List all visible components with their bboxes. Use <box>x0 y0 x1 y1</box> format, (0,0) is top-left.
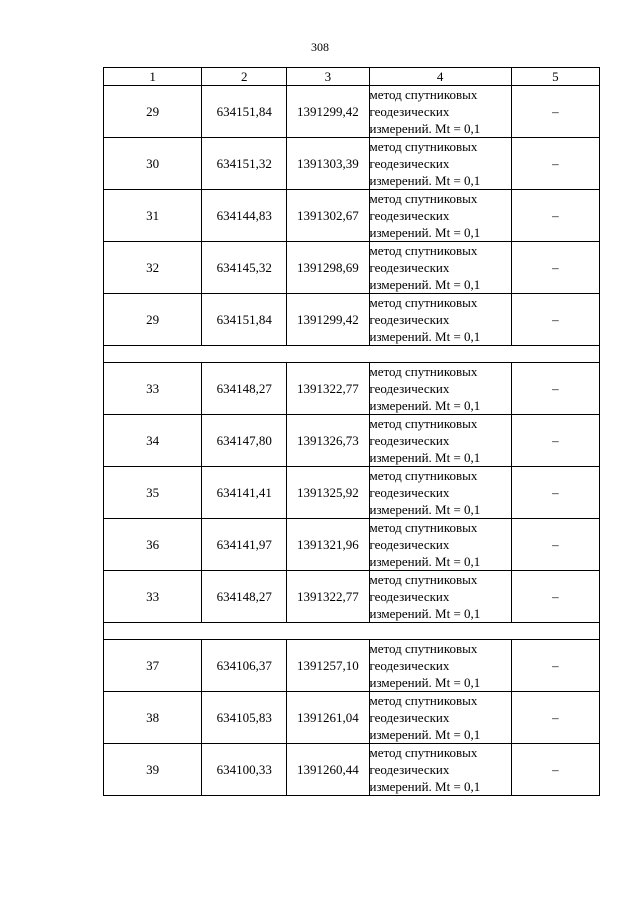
y-coordinate-cell: 1391298,69 <box>287 242 369 294</box>
method-cell <box>369 190 511 242</box>
method-line: геодезических <box>369 433 450 448</box>
method-line: метод спутниковых <box>369 243 478 258</box>
note-cell: – <box>511 467 599 519</box>
method-line: метод спутниковых <box>369 87 478 102</box>
method-cell <box>369 86 511 138</box>
method-line: измерений. Mt = 0,1 <box>369 173 481 188</box>
separator-cell <box>104 346 600 363</box>
x-coordinate-cell: 634141,41 <box>202 467 287 519</box>
y-coordinate-cell: 1391325,92 <box>287 467 369 519</box>
column-header-3: 3 <box>287 68 369 86</box>
method-cell <box>369 640 511 692</box>
column-header-2: 2 <box>202 68 287 86</box>
method-line: метод спутниковых <box>369 468 478 483</box>
method-line: геодезических <box>369 537 450 552</box>
y-coordinate-cell: 1391322,77 <box>287 571 369 623</box>
point-number-cell: 36 <box>104 519 202 571</box>
point-number-cell: 32 <box>104 242 202 294</box>
note-cell: – <box>511 415 599 467</box>
method-line: метод спутниковых <box>369 693 478 708</box>
note-cell: – <box>511 571 599 623</box>
method-line: геодезических <box>369 208 450 223</box>
table-row <box>104 744 600 796</box>
point-number-cell: 33 <box>104 571 202 623</box>
method-line: геодезических <box>369 710 450 725</box>
y-coordinate-cell: 1391299,42 <box>287 294 369 346</box>
y-coordinate-cell: 1391260,44 <box>287 744 369 796</box>
table-separator-row <box>104 346 600 363</box>
table-body <box>104 86 600 796</box>
column-header-5: 5 <box>511 68 599 86</box>
method-cell <box>369 744 511 796</box>
y-coordinate-cell: 1391321,96 <box>287 519 369 571</box>
method-line: измерений. Mt = 0,1 <box>369 779 481 794</box>
table-separator-row <box>104 623 600 640</box>
method-cell <box>369 571 511 623</box>
x-coordinate-cell: 634145,32 <box>202 242 287 294</box>
method-line: метод спутниковых <box>369 641 478 656</box>
x-coordinate-cell: 634151,84 <box>202 86 287 138</box>
method-line: метод спутниковых <box>369 191 478 206</box>
method-cell <box>369 692 511 744</box>
method-cell <box>369 242 511 294</box>
method-line: метод спутниковых <box>369 139 478 154</box>
note-cell: – <box>511 294 599 346</box>
method-line: метод спутниковых <box>369 572 478 587</box>
point-number-cell: 33 <box>104 363 202 415</box>
table-row <box>104 519 600 571</box>
method-line: метод спутниковых <box>369 364 478 379</box>
x-coordinate-cell: 634148,27 <box>202 363 287 415</box>
page-number: 308 <box>311 40 329 54</box>
table-header-row <box>104 68 600 86</box>
x-coordinate-cell: 634151,84 <box>202 294 287 346</box>
note-cell: – <box>511 242 599 294</box>
method-line: геодезических <box>369 485 450 500</box>
method-cell <box>369 519 511 571</box>
coordinates-table <box>103 67 600 796</box>
table-row <box>104 294 600 346</box>
column-header-1: 1 <box>104 68 202 86</box>
method-cell <box>369 363 511 415</box>
table-row <box>104 86 600 138</box>
method-line: измерений. Mt = 0,1 <box>369 675 481 690</box>
table-row <box>104 363 600 415</box>
table-row <box>104 415 600 467</box>
method-line: измерений. Mt = 0,1 <box>369 225 481 240</box>
table-row <box>104 640 600 692</box>
x-coordinate-cell: 634144,83 <box>202 190 287 242</box>
method-line: измерений. Mt = 0,1 <box>369 502 481 517</box>
method-line: геодезических <box>369 658 450 673</box>
x-coordinate-cell: 634100,33 <box>202 744 287 796</box>
note-cell: – <box>511 692 599 744</box>
note-cell: – <box>511 138 599 190</box>
y-coordinate-cell: 1391303,39 <box>287 138 369 190</box>
note-cell: – <box>511 190 599 242</box>
x-coordinate-cell: 634105,83 <box>202 692 287 744</box>
y-coordinate-cell: 1391257,10 <box>287 640 369 692</box>
note-cell: – <box>511 86 599 138</box>
table-row <box>104 467 600 519</box>
method-line: измерений. Mt = 0,1 <box>369 329 481 344</box>
column-header-4: 4 <box>369 68 511 86</box>
note-cell: – <box>511 640 599 692</box>
method-line: измерений. Mt = 0,1 <box>369 727 481 742</box>
table-row <box>104 138 600 190</box>
method-cell <box>369 467 511 519</box>
table-row <box>104 242 600 294</box>
point-number-cell: 29 <box>104 86 202 138</box>
table-row <box>104 571 600 623</box>
table-row <box>104 692 600 744</box>
method-cell <box>369 138 511 190</box>
y-coordinate-cell: 1391326,73 <box>287 415 369 467</box>
method-line: измерений. Mt = 0,1 <box>369 398 481 413</box>
method-line: геодезических <box>369 104 450 119</box>
point-number-cell: 39 <box>104 744 202 796</box>
method-line: геодезических <box>369 762 450 777</box>
method-line: метод спутниковых <box>369 295 478 310</box>
method-line: измерений. Mt = 0,1 <box>369 450 481 465</box>
x-coordinate-cell: 634106,37 <box>202 640 287 692</box>
method-line: метод спутниковых <box>369 416 478 431</box>
method-line: измерений. Mt = 0,1 <box>369 277 481 292</box>
method-line: геодезических <box>369 589 450 604</box>
method-line: геодезических <box>369 156 450 171</box>
table-row <box>104 190 600 242</box>
method-cell <box>369 294 511 346</box>
point-number-cell: 29 <box>104 294 202 346</box>
point-number-cell: 38 <box>104 692 202 744</box>
point-number-cell: 37 <box>104 640 202 692</box>
point-number-cell: 31 <box>104 190 202 242</box>
y-coordinate-cell: 1391261,04 <box>287 692 369 744</box>
note-cell: – <box>511 519 599 571</box>
method-line: измерений. Mt = 0,1 <box>369 554 481 569</box>
y-coordinate-cell: 1391322,77 <box>287 363 369 415</box>
method-line: метод спутниковых <box>369 745 478 760</box>
note-cell: – <box>511 744 599 796</box>
method-line: геодезических <box>369 260 450 275</box>
x-coordinate-cell: 634147,80 <box>202 415 287 467</box>
x-coordinate-cell: 634141,97 <box>202 519 287 571</box>
method-line: геодезических <box>369 381 450 396</box>
point-number-cell: 34 <box>104 415 202 467</box>
y-coordinate-cell: 1391302,67 <box>287 190 369 242</box>
note-cell: – <box>511 363 599 415</box>
point-number-cell: 30 <box>104 138 202 190</box>
method-line: измерений. Mt = 0,1 <box>369 606 481 621</box>
method-line: метод спутниковых <box>369 520 478 535</box>
separator-cell <box>104 623 600 640</box>
method-line: геодезических <box>369 312 450 327</box>
y-coordinate-cell: 1391299,42 <box>287 86 369 138</box>
x-coordinate-cell: 634151,32 <box>202 138 287 190</box>
x-coordinate-cell: 634148,27 <box>202 571 287 623</box>
method-line: измерений. Mt = 0,1 <box>369 121 481 136</box>
point-number-cell: 35 <box>104 467 202 519</box>
method-cell <box>369 415 511 467</box>
